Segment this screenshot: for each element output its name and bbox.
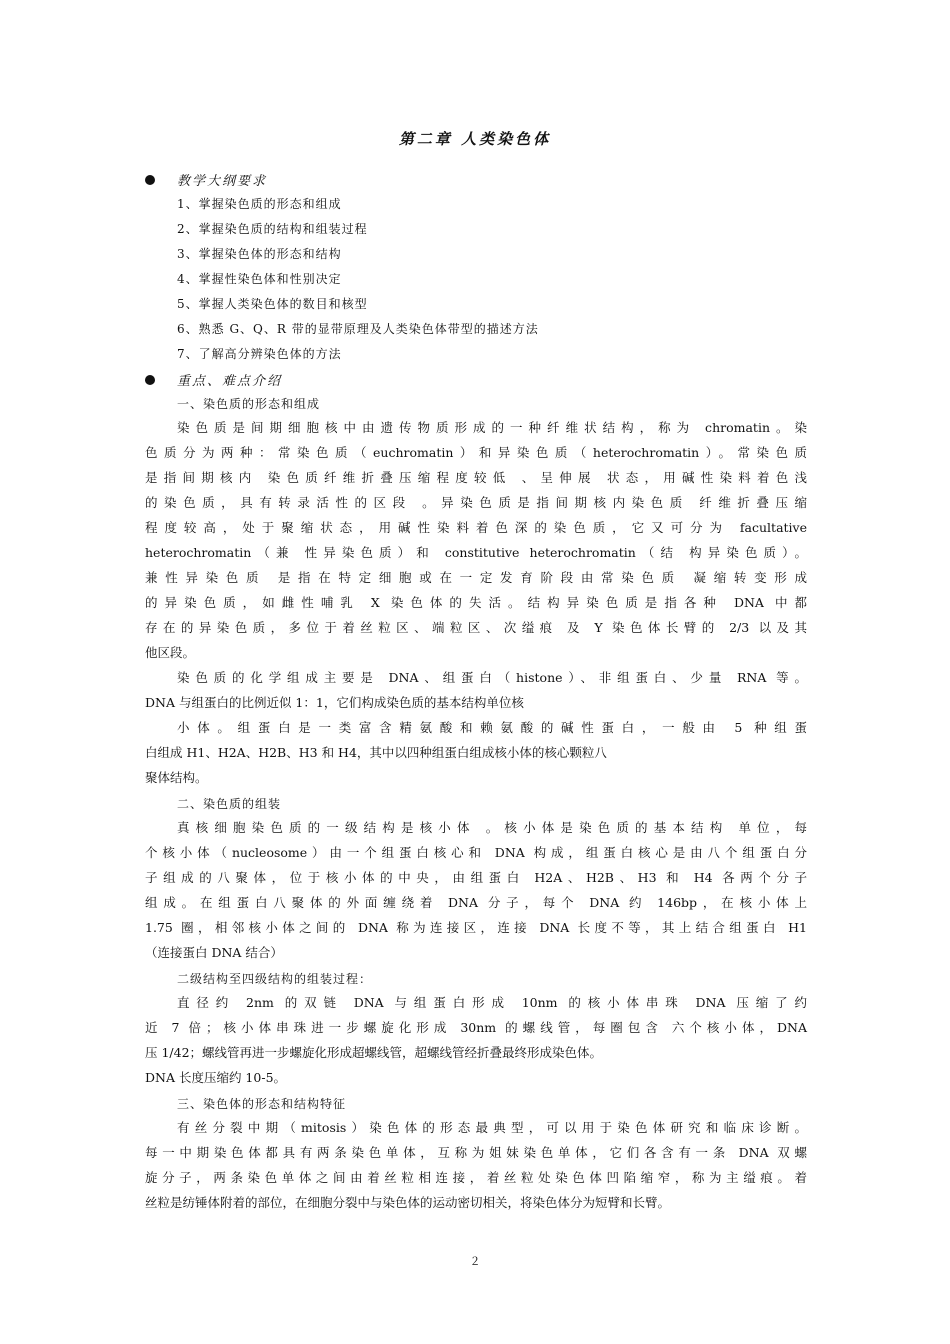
body-line: 是指间期核内 染色质纤维折叠压缩程度较低 、呈伸展 状态，用碱性染料着色浅 [145, 470, 807, 485]
body-line: 兼性异染色质 是指在特定细胞或在一定发育阶段由常染色质 凝缩转变形成 [145, 570, 807, 585]
syllabus-item: 7、了解高分辨染色体的方法 [177, 347, 342, 361]
body-line: 子组成的八聚体，位于核小体的中央，由组蛋白 H2A、H2B、H3 和 H4 各两个分子 [145, 870, 807, 885]
section-heading-keypoints [145, 370, 282, 389]
body-line: 有丝分裂中期（mitosis）染色体的形态最典型，可以用于染色体研究和临床诊断。 [177, 1120, 807, 1135]
subsection-heading: 二、染色质的组装 [177, 797, 282, 811]
body-line: 1.75 圈，相邻核小体之间的 DNA 称为连接区，连接 DNA 长度不等，其上结合组蛋白 H1 [145, 920, 807, 935]
body-line: 存在的异染色质，多位于着丝粒区、端粒区、次缢痕 及 Y 染色体长臂的 2/3 以及其 [145, 620, 807, 635]
syllabus-item: 3、掌握染色体的形态和结构 [177, 247, 342, 261]
page-number: ２ [469, 1255, 481, 1268]
syllabus-item: 6、熟悉 G、Q、R 带的显带原理及人类染色体带型的描述方法 [177, 322, 539, 336]
body-line: 旋分子，两条染色单体之间由着丝粒相连接，着丝粒处染色体凹陷缩窄，称为主缢痕。着 [145, 1170, 807, 1185]
body-line: （连接蛋白 DNA 结合） [145, 945, 283, 960]
subsection-heading: 二级结构至四级结构的组装过程： [177, 972, 373, 986]
body-line: 他区段。 [145, 645, 196, 660]
bullet-icon [145, 175, 155, 185]
body-line: heterochromatin（兼 性异染色质）和 constitutive heterochromatin（结 构异染色质）。 [145, 545, 807, 560]
body-line: 程度较高，处于聚缩状态，用碱性染料着色深的染色质，它又可分为 facultative [145, 520, 807, 535]
body-line: 的异染色质，如雌性哺乳 X 染色体的失活。结构异染色质是指各种 DNA 中都 [145, 595, 807, 610]
body-line: 个核小体（nucleosome）由一个组蛋白核心和 DNA 构成，组蛋白核心是由八个组蛋白分 [145, 845, 807, 860]
subsection-heading: 一、染色质的形态和组成 [177, 397, 321, 411]
body-line: DNA 与组蛋白的比例近似 1：1，它们构成染色质的基本结构单位核 [145, 695, 524, 710]
body-line: DNA 长度压缩约 10-5。 [145, 1070, 287, 1085]
body-line: 压 1/42；螺线管再进一步螺旋化形成超螺线管，超螺线管经折叠最终形成染色体。 [145, 1045, 603, 1060]
body-line: 聚体结构。 [145, 770, 208, 785]
body-line: 染色质的化学组成主要是 DNA、组蛋白（histone）、非组蛋白、少量 RNA 等。 [177, 670, 807, 685]
section-heading-text: 教学大纲要求 [177, 174, 268, 189]
body-line: 的染色质，具有转录活性的区段 。异染色质是指间期核内染色质 纤维折叠压缩 [145, 495, 807, 510]
section-heading-text: 重点、难点介绍 [177, 374, 283, 389]
body-line: 每一中期染色体都具有两条染色单体，互称为姐妹染色单体，它们各含有一条 DNA 双螺 [145, 1145, 807, 1160]
syllabus-item: 4、掌握性染色体和性别决定 [177, 272, 342, 286]
page-title: 第二章 人类染色体 [398, 130, 552, 148]
syllabus-item: 1、掌握染色质的形态和组成 [177, 197, 342, 211]
body-line: 小体。组蛋白是一类富含精氨酸和赖氨酸的碱性蛋白，一般由 5 种组蛋 [177, 720, 807, 735]
body-line: 组成。在组蛋白八聚体的外面缠绕着 DNA 分子，每个 DNA 约 146bp，在核小体上 [145, 895, 807, 910]
subsection-heading: 三、染色体的形态和结构特征 [177, 1097, 347, 1111]
syllabus-item: 5、掌握人类染色体的数目和核型 [177, 297, 368, 311]
body-line: 色质分为两种：常染色质（euchromatin）和异染色质（heterochromatin）。常染色质 [145, 445, 807, 460]
body-line: 白组成 H1、H2A、H2B、H3 和 H4，其中以四种组蛋白组成核小体的核心颗粒八 [145, 745, 607, 760]
body-line: 近 7 倍；核小体串珠进一步螺旋化形成 30nm 的螺线管，每圈包含 六个核小体，DNA [145, 1020, 807, 1035]
section-heading-syllabus [145, 170, 267, 189]
body-line: 真核细胞染色质的一级结构是核小体 。核小体是染色质的基本结构 单位，每 [177, 820, 807, 835]
body-line: 直径约 2nm 的双链 DNA 与组蛋白形成 10nm 的核小体串珠 DNA 压缩了约 [177, 995, 807, 1010]
syllabus-item: 2、掌握染色质的结构和组装过程 [177, 222, 368, 236]
bullet-icon [145, 375, 155, 385]
body-line: 丝粒是纺锤体附着的部位，在细胞分裂中与染色体的运动密切相关，将染色体分为短臂和长臂。 [145, 1195, 671, 1210]
body-line: 染色质是间期细胞核中由遗传物质形成的一种纤维状结构，称为 chromatin。染 [177, 420, 807, 435]
